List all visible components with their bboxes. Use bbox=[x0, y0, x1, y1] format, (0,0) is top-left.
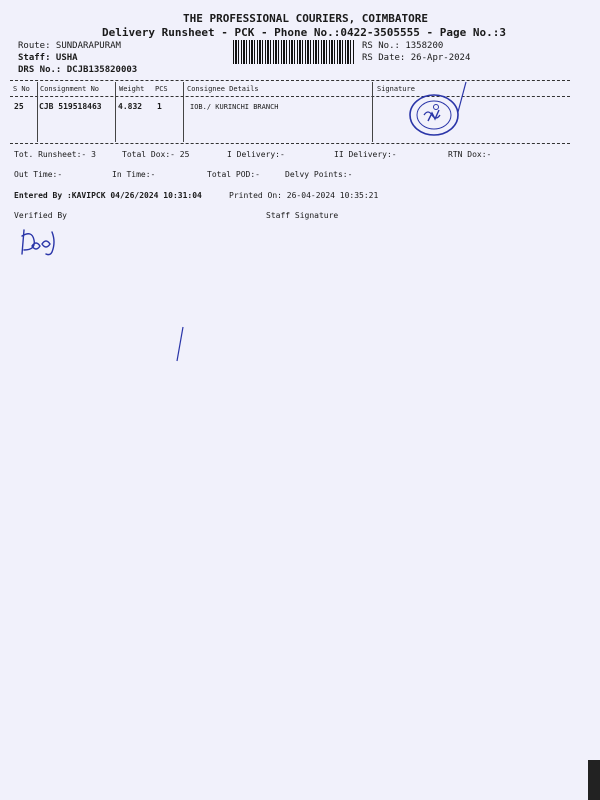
row-consignment: CJB 519518463 bbox=[39, 102, 102, 111]
scan-edge-shadow bbox=[588, 760, 600, 800]
handwritten-signature bbox=[18, 226, 62, 260]
out-time: Out Time:- bbox=[14, 170, 63, 179]
signature-stroke bbox=[440, 80, 470, 120]
header-consignee: Consignee Details bbox=[187, 85, 259, 93]
in-time: In Time:- bbox=[112, 170, 156, 179]
rs-number: RS No.: 1358200 bbox=[362, 41, 444, 51]
delvy-points: Delvy Points:- bbox=[285, 170, 353, 179]
staff-label: Staff: USHA bbox=[18, 53, 78, 63]
printed-on: Printed On: 26-04-2024 10:35:21 bbox=[229, 191, 379, 200]
header-pcs: PCS bbox=[155, 85, 168, 93]
ii-delivery: II Delivery:- bbox=[334, 150, 397, 159]
header-weight: Weight bbox=[119, 85, 145, 93]
ink-mark bbox=[174, 325, 186, 365]
rs-date: RS Date: 26-Apr-2024 bbox=[362, 53, 471, 63]
table-header-rule bbox=[10, 96, 570, 97]
row-consignee: IOB./ KURINCHI BRANCH bbox=[190, 103, 279, 111]
entered-by: Entered By :KAVIPCK 04/26/2024 10:31:04 bbox=[14, 191, 202, 200]
table-top-rule bbox=[10, 80, 570, 81]
company-title: THE PROFESSIONAL COURIERS, COIMBATORE bbox=[183, 12, 429, 25]
total-pod: Total POD:- bbox=[207, 170, 260, 179]
row-weight: 4.832 bbox=[118, 102, 143, 111]
header-signature: Signature bbox=[377, 85, 415, 93]
rtn-dox: RTN Dox:- bbox=[448, 150, 492, 159]
barcode bbox=[233, 40, 355, 64]
col-divider bbox=[372, 82, 373, 142]
staff-signature-label: Staff Signature bbox=[266, 211, 339, 220]
header-consignment: Consignment No bbox=[40, 85, 100, 93]
drs-number: DRS No.: DCJB135820003 bbox=[18, 65, 138, 75]
i-delivery: I Delivery:- bbox=[227, 150, 285, 159]
verified-by-label: Verified By bbox=[14, 211, 67, 220]
header-sno: S No bbox=[13, 85, 30, 93]
table-bottom-rule bbox=[10, 143, 570, 144]
col-divider bbox=[183, 82, 184, 142]
tot-runsheet: Tot. Runsheet:- 3 bbox=[14, 150, 96, 159]
col-divider bbox=[115, 82, 116, 142]
row-pcs: 1 bbox=[157, 102, 162, 111]
route-label: Route: SUNDARAPURAM bbox=[18, 41, 121, 51]
total-dox: Total Dox:- 25 bbox=[122, 150, 190, 159]
col-divider bbox=[37, 82, 38, 142]
runsheet-title: Delivery Runsheet - PCK - Phone No.:0422-3505555 - Page No.:3 bbox=[102, 26, 506, 39]
row-sno: 25 bbox=[14, 102, 24, 111]
